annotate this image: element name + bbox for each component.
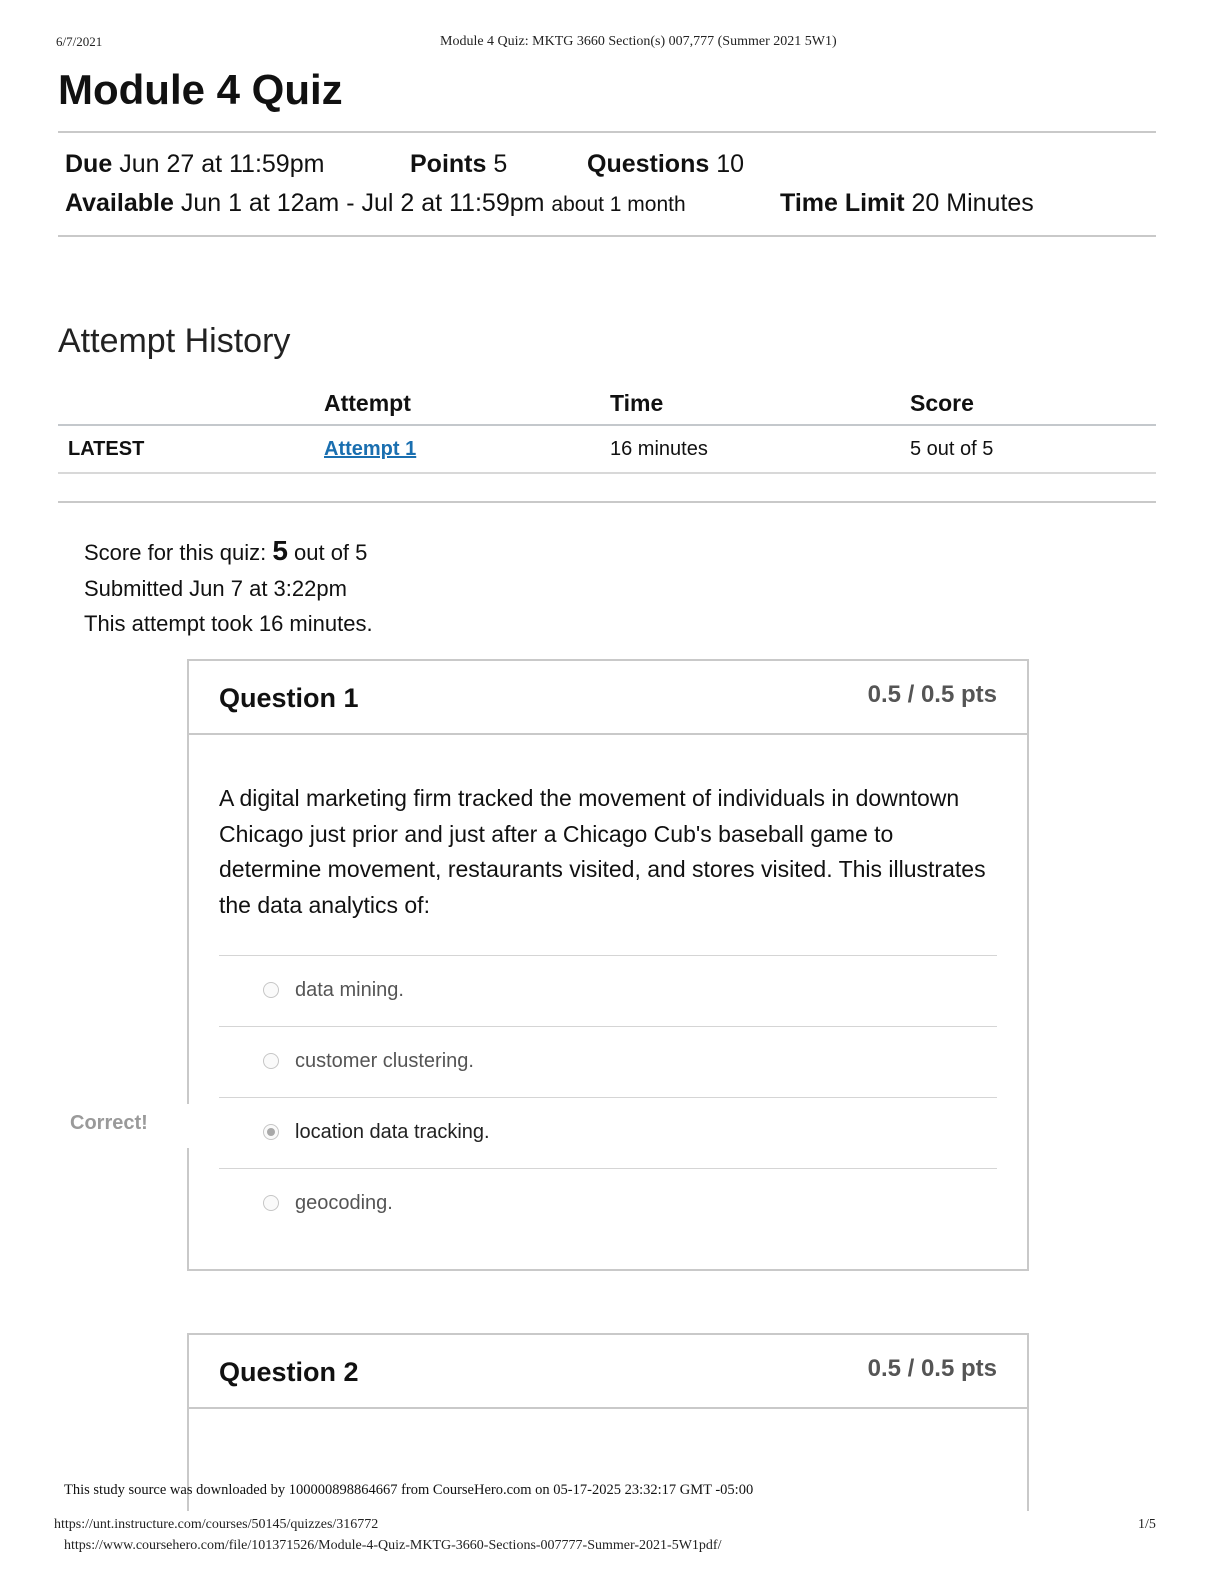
question-title: Question 2 — [219, 1357, 359, 1387]
submitted-time: Submitted Jun 7 at 3:22pm — [84, 576, 347, 601]
divider — [58, 131, 1156, 133]
column-header: Score — [900, 382, 1156, 425]
answer-option[interactable] — [219, 1026, 997, 1097]
radio-button-icon[interactable] — [263, 1195, 279, 1211]
due-info — [65, 150, 324, 179]
table-row — [58, 425, 1156, 473]
page-number: 1/5 — [1138, 1517, 1156, 1532]
questions-label: Questions — [587, 150, 710, 178]
radio-button-icon[interactable] — [263, 1053, 279, 1069]
question-card — [187, 659, 1029, 1271]
question-header — [189, 1335, 1027, 1409]
coursehero-url: https://www.coursehero.com/file/101371526/Module-4-Quiz-MKTG-3660-Sections-007777-Summer-2021-5W1pdf/ — [64, 1538, 722, 1553]
attempt-cell — [314, 425, 600, 473]
answer-label: location data tracking. — [295, 1121, 490, 1143]
answer-option[interactable] — [219, 955, 997, 1026]
score-value: 5 — [272, 535, 288, 566]
column-header: Attempt — [314, 382, 600, 425]
questions-value: 10 — [716, 150, 745, 178]
answer-list — [219, 955, 997, 1239]
correct-flag-gap — [182, 1104, 194, 1148]
table-header-row — [58, 382, 1156, 425]
score-suffix: out of 5 — [287, 540, 368, 565]
attempt-duration: This attempt took 16 minutes. — [84, 611, 373, 636]
time-limit-label: Time Limit — [780, 189, 905, 217]
available-duration: about 1 month — [551, 193, 686, 216]
time-limit-value: 20 Minutes — [911, 189, 1034, 217]
answer-label: data mining. — [295, 979, 404, 1001]
points-label: Points — [410, 150, 487, 178]
answer-option-selected[interactable] — [219, 1097, 997, 1168]
attempt-link[interactable]: Attempt 1 — [324, 437, 417, 460]
page-title: Module 4 Quiz — [58, 66, 343, 113]
points-info — [410, 150, 507, 179]
question-points: 0.5 / 0.5 pts — [867, 1355, 997, 1382]
due-value: Jun 27 at 11:59pm — [119, 150, 325, 178]
divider — [58, 501, 1156, 503]
time-limit-info — [780, 189, 1034, 218]
due-label: Due — [65, 150, 113, 178]
question-header — [189, 661, 1027, 735]
question-text: A digital marketing firm tracked the movement of individuals in downtown Chicago just prior and just after a Chicago Cub's baseball game to determine movement, restaurants visited, and stores visited. This illustrates the data analytics of: — [219, 785, 986, 918]
print-page-title: Module 4 Quiz: MKTG 3660 Section(s) 007,777 (Summer 2021 5W1) — [440, 34, 837, 49]
available-label: Available — [65, 189, 174, 217]
column-header — [58, 382, 314, 425]
quiz-score — [84, 535, 367, 567]
question-title: Question 1 — [219, 683, 359, 713]
download-notice: This study source was downloaded by 100000898864667 from CourseHero.com on 05-17-2025 23:32:17 GMT -05:00 — [64, 1482, 754, 1498]
divider — [58, 235, 1156, 237]
attempt-history-heading: Attempt History — [58, 322, 291, 360]
print-date: 6/7/2021 — [56, 34, 103, 49]
questions-info — [587, 150, 744, 179]
available-info — [65, 189, 686, 218]
points-value: 5 — [493, 150, 508, 178]
radio-button-selected-icon[interactable] — [263, 1124, 279, 1140]
answer-option[interactable] — [219, 1168, 997, 1239]
question-points: 0.5 / 0.5 pts — [867, 681, 997, 708]
score-cell: 5 out of 5 — [900, 425, 1156, 473]
radio-button-icon[interactable] — [263, 982, 279, 998]
answer-label: customer clustering. — [295, 1050, 474, 1072]
latest-tag: LATEST — [58, 425, 314, 473]
available-value: Jun 1 at 12am - Jul 2 at 11:59pm — [180, 189, 545, 217]
answer-label: geocoding. — [295, 1192, 393, 1214]
time-cell: 16 minutes — [600, 425, 900, 473]
attempt-history-table — [58, 382, 1156, 474]
column-header: Time — [600, 382, 900, 425]
score-prefix: Score for this quiz: — [84, 540, 273, 565]
correct-answer-flag: Correct! — [70, 1112, 148, 1134]
source-url: https://unt.instructure.com/courses/50145/quizzes/316772 — [54, 1517, 379, 1532]
